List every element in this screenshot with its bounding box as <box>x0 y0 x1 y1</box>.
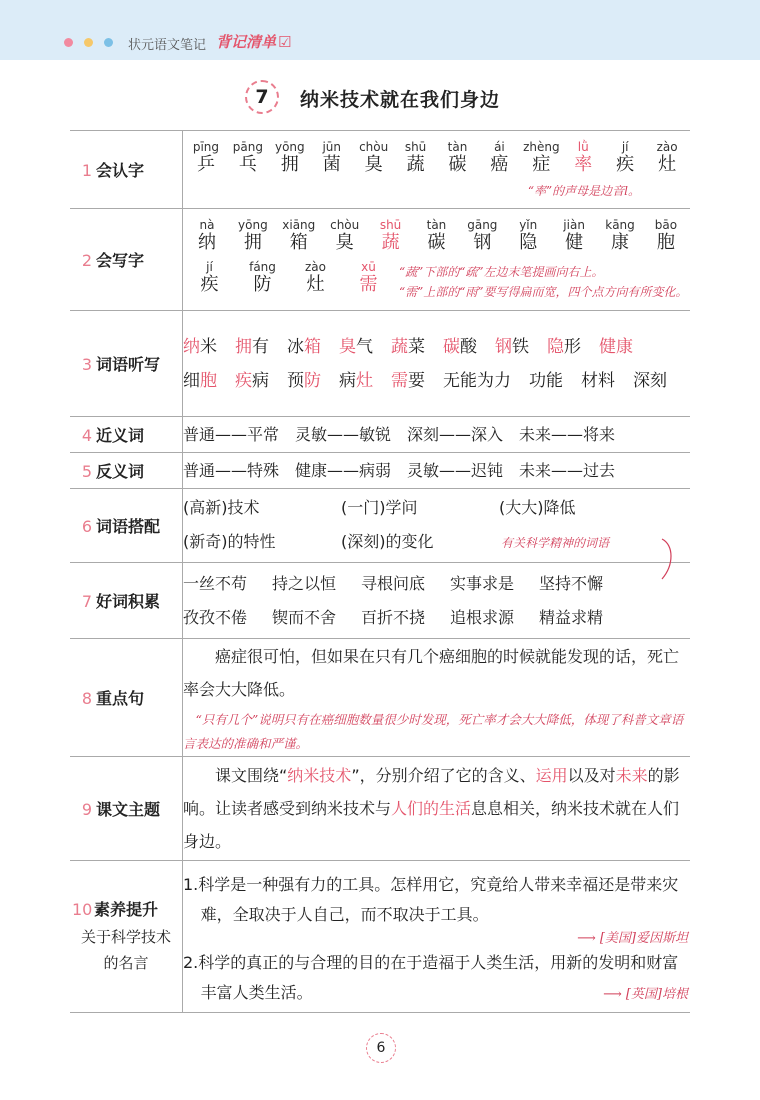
antonym-line: 普通——特殊 健康——病弱 灵敏——迟钝 未来——过去 <box>183 460 616 480</box>
idiom: 一丝不苟 <box>183 573 248 593</box>
idiom-line <box>183 567 690 601</box>
hanzi: 拥 <box>243 231 262 253</box>
char-cell <box>460 218 504 254</box>
section-row-9 <box>70 757 690 861</box>
pinyin: jiàn <box>563 217 585 232</box>
pinyin: shū <box>379 217 402 232</box>
dictation-word: 健康 <box>599 336 633 357</box>
hanzi: 碳 <box>427 231 446 253</box>
section-label: 1 会认字 <box>70 131 183 209</box>
pinyin: jí <box>206 259 213 274</box>
char-cell <box>598 218 642 254</box>
char-row <box>183 140 690 176</box>
section-label: 7 好词积累 <box>70 563 183 639</box>
notes-table <box>70 130 690 1013</box>
collocation-line: (新奇)的特性 (深刻)的变化 有关科学精神的词语 <box>183 532 610 551</box>
dictation-word: 拥有 <box>235 336 269 357</box>
section-label: 10 素养提升 关于科学技术的名言 <box>70 861 183 1013</box>
hanzi: 碳 <box>448 154 467 175</box>
hanzi: 胞 <box>656 231 675 253</box>
hanzi: 臭 <box>335 231 354 253</box>
pinyin: yōng <box>238 217 268 232</box>
hanzi: 箱 <box>289 231 308 253</box>
idiom: 锲而不舍 <box>272 607 337 627</box>
section-note: “只有几个”说明只有在癌细胞数量很少时发现，死亡率才会大大降低，体现了科普文章语言表达的准确和严谨。 <box>183 711 684 751</box>
lesson-title: 纳米技术就在我们身边 <box>300 89 501 111</box>
blue-dot <box>104 38 113 47</box>
char-cell <box>353 140 395 176</box>
pinyin: nà <box>199 217 215 232</box>
arrow-icon: ⟶ <box>577 930 600 946</box>
pinyin: bāo <box>654 217 678 232</box>
char-cell <box>183 260 236 296</box>
dictation-word: 蔬菜 <box>391 336 425 357</box>
dictation-word: 疾病 <box>235 370 269 391</box>
dictation-word: 深刻 <box>633 370 667 391</box>
dictation-word: 功能 <box>529 370 563 391</box>
dictation-word: 预防 <box>287 370 321 391</box>
hanzi: 健 <box>565 231 584 253</box>
brand-name: 状元语文笔记 <box>128 38 207 53</box>
char-row <box>183 218 690 254</box>
hanzi: 隐 <box>519 231 538 253</box>
idiom: 孜孜不倦 <box>183 607 248 627</box>
char-cell <box>369 218 413 254</box>
dictation-word: 病灶 <box>339 370 373 391</box>
section-note: “需”上部的“雨”要写得扁而宽，四个点方向有所变化。 <box>399 284 688 299</box>
section-label: 8 重点句 <box>70 639 183 757</box>
pinyin: zhèng <box>523 140 560 154</box>
hanzi: 症 <box>532 154 551 175</box>
char-cell <box>323 218 367 254</box>
hanzi: 灶 <box>306 273 325 295</box>
section-content <box>183 489 691 563</box>
char-cell <box>231 218 275 254</box>
quote-2: 2.科学的真正的与合理的目的在于造福于人类生活，用新的发明和财富丰富人类生活。 <box>183 952 679 1002</box>
hanzi: 疾 <box>616 154 635 175</box>
char-cell <box>289 260 342 296</box>
section-row-2 <box>70 209 690 311</box>
check-icon: ☑ <box>278 33 292 51</box>
hanzi: 臭 <box>364 154 383 175</box>
pinyin: kāng <box>605 217 635 232</box>
arrow-icon: ⟶ <box>603 986 626 1002</box>
pinyin: fáng <box>249 259 276 274</box>
pinyin: zào <box>305 259 326 274</box>
word-list <box>183 330 690 398</box>
dictation-word: 臭气 <box>339 336 373 357</box>
pinyin: pīng <box>192 140 220 154</box>
pinyin: shū <box>404 140 427 154</box>
lesson-number: 7 <box>245 80 279 114</box>
section-row-8 <box>70 639 690 757</box>
section-content <box>183 563 691 639</box>
dictation-word: 隐形 <box>547 336 581 357</box>
section-sublabel: 关于科学技术的名言 <box>80 928 171 972</box>
dictation-word: 碳酸 <box>443 336 477 357</box>
pinyin: gāng <box>467 217 498 232</box>
char-cell <box>185 218 229 254</box>
section-label: 5 反义词 <box>70 453 183 489</box>
char-cell <box>646 140 688 176</box>
pinyin: zào <box>656 140 678 154</box>
char-cell <box>414 218 458 254</box>
hanzi: 蔬 <box>381 231 400 253</box>
section-label: 3 词语听写 <box>70 311 183 417</box>
key-sentence: 癌症很可怕，但如果在只有几个癌细胞的时候就能发现的话，死亡率会大大降低。 <box>183 646 680 699</box>
section-content <box>183 861 691 1013</box>
idiom: 精益求精 <box>539 607 604 627</box>
hanzi: 疾 <box>200 273 219 295</box>
pinyin: tàn <box>426 217 447 232</box>
hanzi: 康 <box>611 231 630 253</box>
section-row-6 <box>70 489 690 563</box>
pinyin: chòu <box>359 140 389 154</box>
idiom: 坚持不懈 <box>539 573 604 593</box>
dictation-word: 材料 <box>581 370 615 391</box>
dictation-word: 细胞 <box>183 370 217 391</box>
section-note: “蔬”下部的“疏”左边末笔提画向右上。 <box>399 264 604 279</box>
decorative-dots <box>64 38 113 47</box>
lesson-header <box>0 78 760 118</box>
collocation-line: (高新)技术 (一门)学问 (大大)降低 <box>183 498 576 517</box>
char-cell <box>269 140 311 176</box>
brand-highlight: 背记清单 ☑ <box>216 33 292 51</box>
dictation-word: 无能为力 <box>443 370 511 391</box>
dictation-word: 需要 <box>391 370 425 391</box>
char-cell <box>520 140 562 176</box>
pinyin: jūn <box>322 140 341 154</box>
pinyin: ái <box>494 140 505 154</box>
section-content <box>183 453 691 489</box>
section-note: 有关科学精神的词语 <box>501 536 610 550</box>
char-cell <box>604 140 646 176</box>
idiom-line <box>183 601 690 635</box>
char-cell <box>277 218 321 254</box>
synonym-line: 普通——平常 灵敏——敏锐 深刻——深入 未来——将来 <box>183 424 616 444</box>
section-label: 4 近义词 <box>70 417 183 453</box>
char-cell <box>395 140 437 176</box>
hanzi: 蔬 <box>406 154 425 175</box>
dictation-word: 钢铁 <box>495 336 529 357</box>
hanzi: 防 <box>253 273 272 295</box>
yellow-dot <box>84 38 93 47</box>
pinyin: jí <box>621 140 629 154</box>
page-number: 6 <box>366 1033 396 1063</box>
section-label: 6 词语搭配 <box>70 489 183 563</box>
quote-1: 1.科学是一种强有力的工具。怎样用它，究竟给人带来幸福还是带来灾难，全取决于人自己，而不取决于工具。 <box>183 874 679 924</box>
section-row-3 <box>70 311 690 417</box>
dictation-word: 冰箱 <box>287 336 321 357</box>
hanzi: 拥 <box>280 154 299 175</box>
char-cell <box>227 140 269 176</box>
dictation-word: 纳米 <box>183 336 217 357</box>
char-cell <box>562 140 604 176</box>
char-cell <box>552 218 596 254</box>
idiom: 持之以恒 <box>272 573 337 593</box>
pinyin: lǜ <box>577 140 589 154</box>
section-row-7 <box>70 563 690 639</box>
section-content <box>183 131 691 209</box>
quote-author: ⟶ [英国]培根 <box>603 986 688 1002</box>
pinyin: yōng <box>274 140 305 154</box>
char-cell <box>236 260 289 296</box>
section-label: 9 课文主题 <box>70 757 183 861</box>
pinyin: pāng <box>232 140 263 154</box>
section-row-5 <box>70 453 690 489</box>
char-cell <box>185 140 227 176</box>
char-cell <box>506 218 550 254</box>
hanzi: 乓 <box>238 154 257 175</box>
pinyin: chòu <box>330 217 360 232</box>
pinyin: yǐn <box>519 217 538 232</box>
pinyin: xū <box>361 259 376 274</box>
hanzi: 乒 <box>196 154 215 175</box>
hanzi: 癌 <box>490 154 509 175</box>
section-label: 2 会写字 <box>70 209 183 311</box>
hanzi: 灶 <box>658 154 677 175</box>
idiom: 寻根问底 <box>361 573 426 593</box>
quote-author: ⟶ [美国]爱因斯坦 <box>577 930 688 946</box>
idiom: 追根求源 <box>450 607 515 627</box>
char-cell <box>311 140 353 176</box>
hanzi: 菌 <box>322 154 341 175</box>
section-content <box>183 757 691 861</box>
section-content <box>183 639 691 757</box>
char-cell <box>342 260 395 296</box>
char-cell <box>437 140 479 176</box>
section-content <box>183 311 691 417</box>
hanzi: 需 <box>359 273 378 295</box>
idiom: 实事求是 <box>450 573 515 593</box>
section-content <box>183 417 691 453</box>
section-row-1 <box>70 131 690 209</box>
section-content <box>183 209 691 311</box>
hanzi: 纳 <box>198 231 216 253</box>
char-cell <box>644 218 688 254</box>
pink-dot <box>64 38 73 47</box>
section-row-10 <box>70 861 690 1013</box>
top-banner <box>0 0 760 60</box>
section-row-4 <box>70 417 690 453</box>
hanzi: 钢 <box>473 231 492 253</box>
idiom: 百折不挠 <box>361 607 426 627</box>
char-row <box>183 260 395 296</box>
hanzi: 率 <box>574 154 593 175</box>
char-cell <box>478 140 520 176</box>
pinyin: tàn <box>447 140 468 154</box>
pinyin: xiāng <box>282 217 316 232</box>
theme-paragraph: 课文围绕“纳米技术”，分别介绍了它的含义、运用以及对未来的影响。让读者感受到纳米技术与人们的生活息息相关，纳米技术就在人们身边。 <box>183 766 680 851</box>
section-note: “率”的声母是边音l。 <box>527 184 640 198</box>
